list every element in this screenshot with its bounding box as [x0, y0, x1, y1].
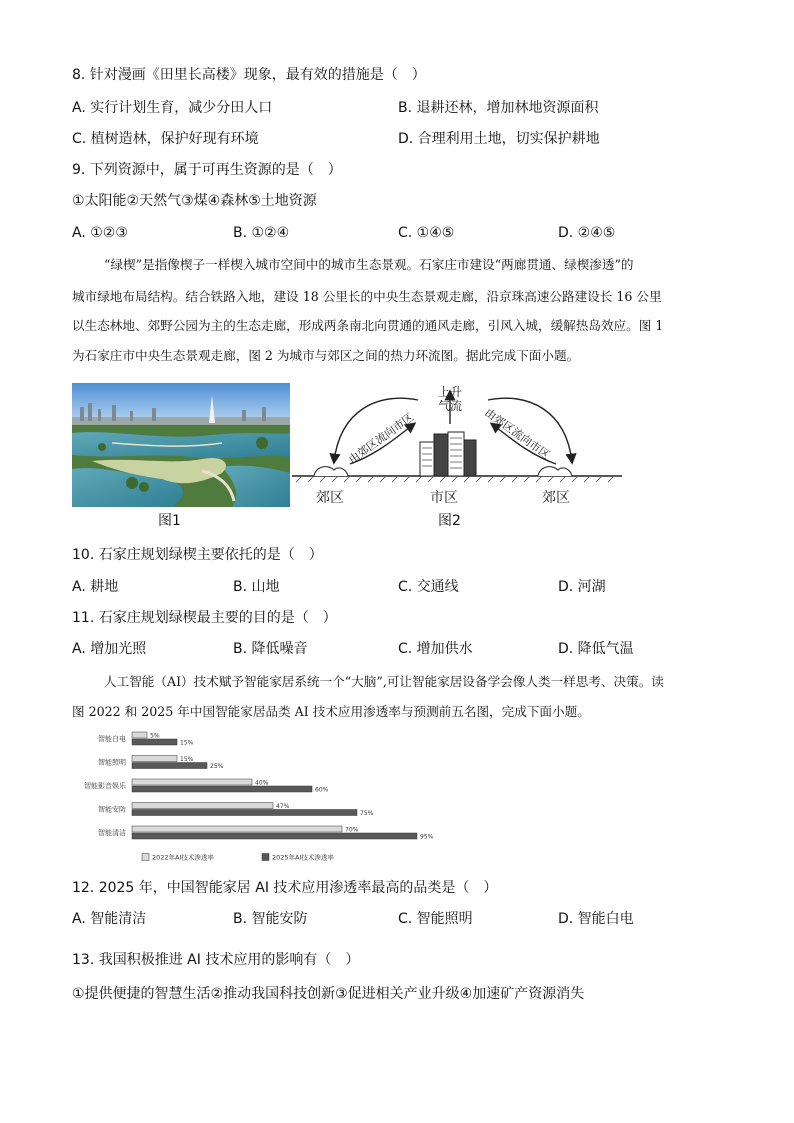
- figure1-caption: 图1: [158, 513, 181, 529]
- bar: [132, 833, 417, 839]
- legend-swatch: [142, 854, 149, 861]
- category-label: 智能照明: [98, 758, 126, 767]
- q12-option-a[interactable]: A. 智能清洁: [72, 911, 147, 927]
- q12-option-b[interactable]: B. 智能安防: [233, 911, 308, 927]
- legend-swatch: [262, 854, 269, 861]
- bar-value-label: 25%: [210, 763, 224, 770]
- bar-value-label: 15%: [180, 739, 194, 747]
- bar: [132, 810, 357, 816]
- ground-label-suburb-left: 郊区: [316, 490, 344, 506]
- q13-items: ①提供便捷的智慧生活②推动我国科技创新③促进相关产业升级④加速矿产资源消失: [72, 986, 585, 1002]
- bar: [132, 763, 207, 769]
- q8-option-c[interactable]: C. 植树造林，保护好现有环境: [72, 131, 259, 147]
- q8-option-a[interactable]: A. 实行计划生育，减少分田人口: [72, 100, 273, 116]
- figure2-diagram: [288, 380, 628, 510]
- q11-option-c[interactable]: C. 增加供水: [398, 641, 473, 657]
- q9-option-c[interactable]: C. ①④⑤: [398, 225, 455, 241]
- q12-option-c[interactable]: C. 智能照明: [398, 911, 473, 927]
- passage1-line: 城市绿地布局结构。结合铁路入地，建设 18 公里长的中央生态景观走廊，沿京珠高速公路建设长 16 公里: [72, 289, 662, 304]
- ground-label-city: 市区: [430, 490, 458, 506]
- bar: [132, 803, 273, 809]
- bar: [132, 739, 177, 745]
- q10-option-d[interactable]: D. 河湖: [558, 579, 606, 595]
- q11-stem: 11. 石家庄规划绿楔最主要的目的是（ ）: [72, 610, 337, 626]
- q12-option-d[interactable]: D. 智能白电: [558, 911, 634, 927]
- q11-option-d[interactable]: D. 降低气温: [558, 641, 634, 657]
- q9-stem: 9. 下列资源中，属于可再生资源的是（ ）: [72, 162, 342, 178]
- bar-value-label: 75%: [360, 810, 374, 817]
- bar: [132, 786, 312, 792]
- q9-option-b[interactable]: B. ①②④: [233, 225, 290, 241]
- bar-value-label: 70%: [345, 826, 359, 834]
- q12-stem: 12. 2025 年，中国智能家居 AI 技术应用渗透率最高的品类是（ ）: [72, 880, 498, 896]
- rising-label-1: 上升: [438, 385, 463, 399]
- suburb-right-shape: [538, 467, 572, 476]
- q11-option-a[interactable]: A. 增加光照: [72, 641, 147, 657]
- right-flow-label: 由郊区流向市区: [482, 405, 553, 462]
- bar: [132, 732, 147, 738]
- q10-option-a[interactable]: A. 耕地: [72, 579, 119, 595]
- left-flow-label: 由郊区流向市区: [346, 410, 417, 467]
- bar-value-label: 5%: [150, 732, 160, 740]
- category-label: 智能清洁: [98, 829, 126, 837]
- bar-value-label: 95%: [420, 833, 434, 841]
- q8-option-b[interactable]: B. 退耕还林，增加林地资源面积: [398, 100, 599, 116]
- category-label: 智能影音娱乐: [84, 782, 126, 790]
- ai-penetration-chart: [60, 728, 460, 868]
- rising-label-2: 气流: [438, 399, 463, 413]
- category-label: 智能安防: [98, 805, 126, 814]
- suburb-left-shape: [314, 467, 348, 476]
- bar-value-label: 47%: [276, 803, 290, 810]
- passage2-line: 图 2022 和 2025 年中国智能家居品类 AI 技术应用渗透率与预测前五名图，完成下面小题。: [72, 704, 590, 719]
- bar-value-label: 40%: [255, 779, 269, 787]
- q8-option-d[interactable]: D. 合理利用土地，切实保护耕地: [398, 131, 600, 147]
- passage1-line: 为石家庄市中央生态景观走廊，图 2 为城市与郊区之间的热力环流图。据此完成下面小题。: [72, 348, 580, 363]
- q10-stem: 10. 石家庄规划绿楔主要依托的是（ ）: [72, 547, 323, 563]
- figure1-photo: [72, 383, 290, 507]
- q10-option-b[interactable]: B. 山地: [233, 579, 280, 595]
- ground-label-suburb-right: 郊区: [542, 490, 570, 506]
- q11-option-b[interactable]: B. 降低噪音: [233, 641, 308, 657]
- legend-label: 2022年AI技术渗透率: [152, 853, 214, 862]
- passage1-line: “绿楔”是指像楔子一样楔入城市空间中的城市生态景观。石家庄市建设“两廊贯通、绿楔渗透”的: [104, 257, 634, 272]
- q10-option-c[interactable]: C. 交通线: [398, 579, 459, 595]
- bar: [132, 756, 177, 762]
- q9-option-d[interactable]: D. ②④⑤: [558, 225, 616, 241]
- q13-stem: 13. 我国积极推进 AI 技术应用的影响有（ ）: [72, 952, 360, 968]
- bar-value-label: 15%: [180, 756, 194, 763]
- passage2-line: 人工智能（AI）技术赋予智能家居系统一个“大脑”,可让智能家居设备学会像人类一样思考、决策。读: [104, 674, 664, 689]
- bar-value-label: 60%: [315, 786, 329, 794]
- q8-stem: 8. 针对漫画《田里长高楼》现象，最有效的措施是（ ）: [72, 67, 426, 83]
- figure2-caption: 图2: [438, 513, 461, 529]
- bar: [132, 779, 252, 785]
- city-buildings: [420, 432, 476, 476]
- category-label: 智能白电: [98, 735, 126, 743]
- passage1-line: 以生态林地、郊野公园为主的生态走廊，形成两条南北向贯通的通风走廊，引风入城，缓解热岛效应。图 1: [72, 318, 664, 333]
- q9-option-a[interactable]: A. ①②③: [72, 225, 128, 241]
- legend-label: 2025年AI技术渗透率: [272, 853, 334, 862]
- q9-items: ①太阳能②天然气③煤④森林⑤土地资源: [72, 193, 317, 209]
- bar: [132, 826, 342, 832]
